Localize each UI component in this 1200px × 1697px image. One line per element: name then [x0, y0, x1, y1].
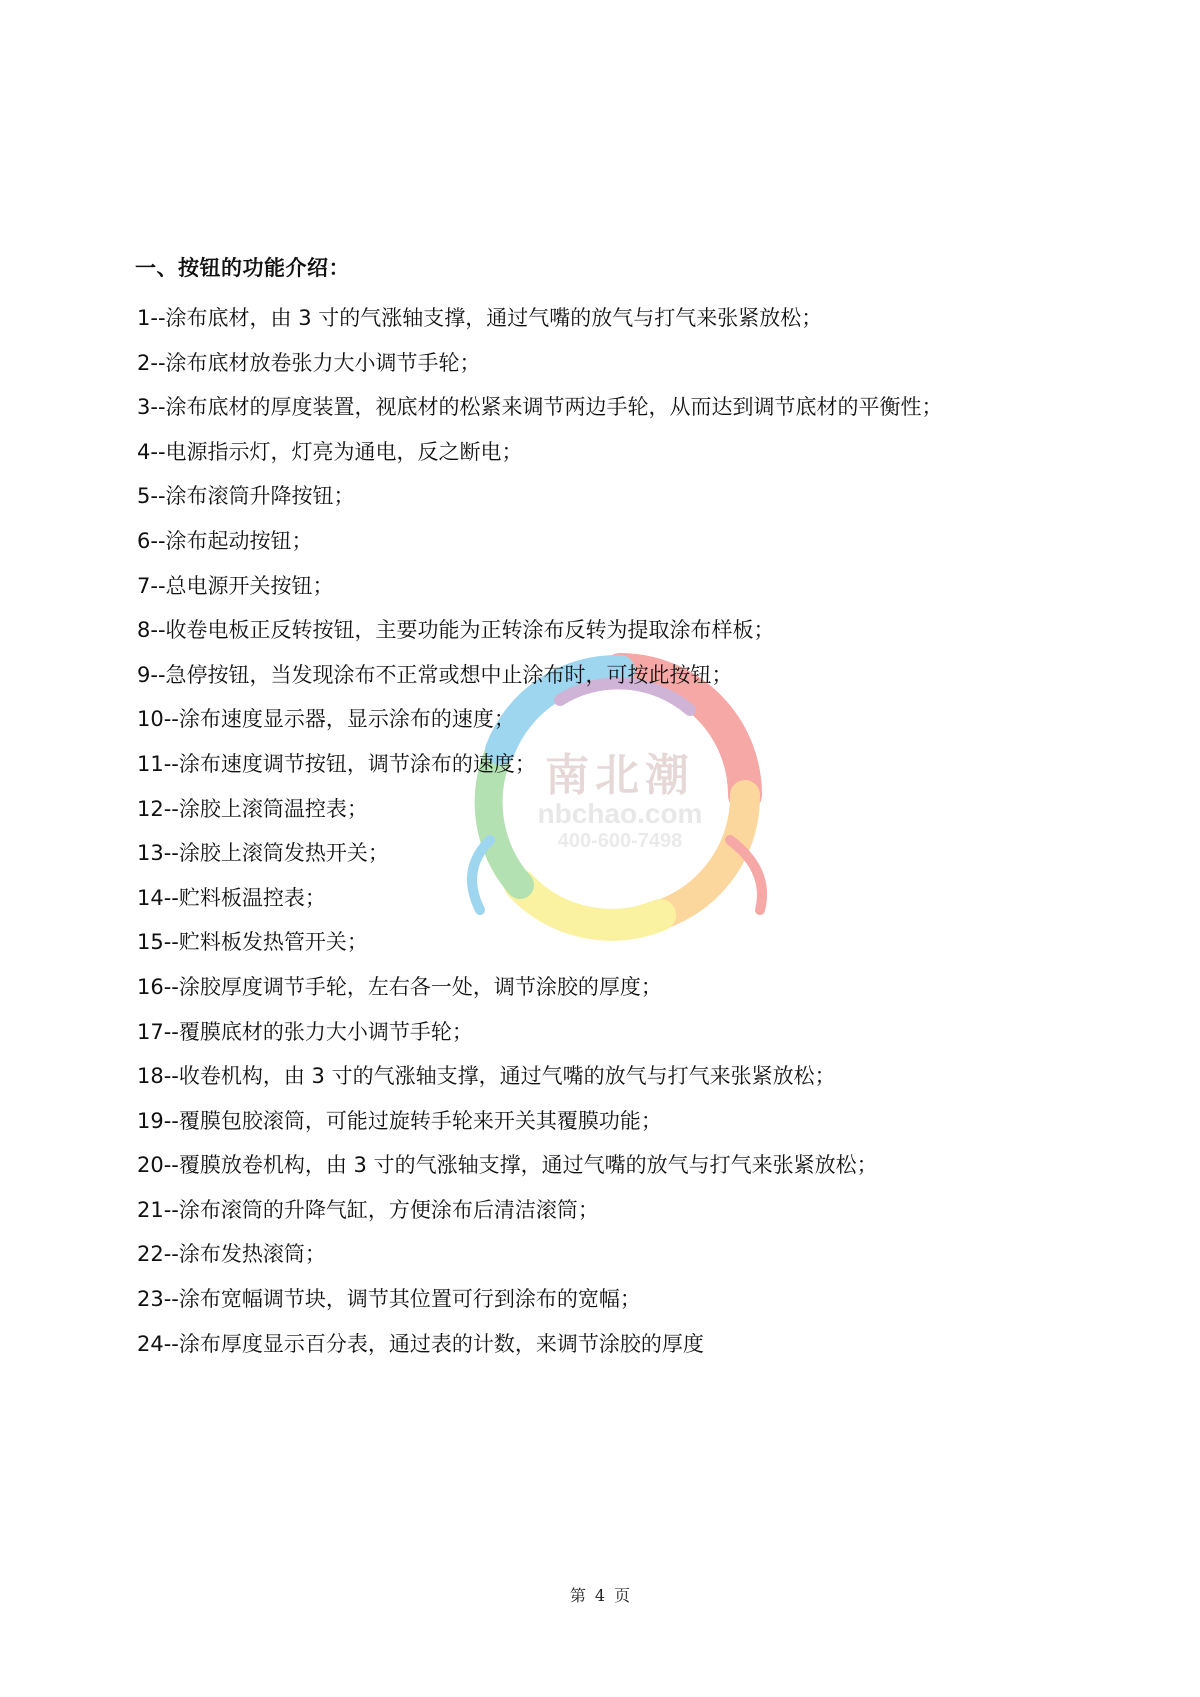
watermark-site-text: nbchao.com — [537, 798, 703, 829]
list-item: 5--涂布滚筒升降按钮； — [137, 484, 355, 509]
list-item: 6--涂布起动按钮； — [137, 528, 313, 553]
list-item: 21--涂布滚筒的升降气缸，方便涂布后清洁滚筒； — [137, 1197, 599, 1222]
list-item: 7--总电源开关按钮； — [137, 573, 334, 598]
list-item: 24--涂布厚度显示百分表，通过表的计数，来调节涂胶的厚度 — [137, 1331, 704, 1356]
list-item: 2--涂布底材放卷张力大小调节手轮； — [137, 350, 481, 375]
list-item: 22--涂布发热滚筒； — [137, 1242, 326, 1267]
list-item: 19--覆膜包胶滚筒，可能过旋转手轮来开关其覆膜功能； — [137, 1108, 662, 1133]
list-item: 15--贮料板发热管开关； — [137, 930, 368, 955]
page-number: 第 4 页 — [569, 1586, 631, 1605]
list-item: 4--电源指示灯，灯亮为通电，反之断电； — [137, 439, 523, 464]
watermark-phone-text: 400-600-7498 — [557, 830, 683, 852]
list-item: 8--收卷电板正反转按钮，主要功能为正转涂布反转为提取涂布样板； — [137, 618, 775, 643]
list-item: 11--涂布速度调节按钮，调节涂布的速度； — [137, 751, 536, 776]
list-item: 17--覆膜底材的张力大小调节手轮； — [137, 1019, 473, 1044]
list-item: 3--涂布底材的厚度装置，视底材的松紧来调节两边手轮，从而达到调节底材的平衡性； — [137, 395, 943, 420]
list-item: 14--贮料板温控表； — [137, 885, 326, 910]
list-item: 1--涂布底材，由 3 寸的气涨轴支撑，通过气嘴的放气与打气来张紧放松； — [137, 306, 823, 330]
list-item: 10--涂布速度显示器，显示涂布的速度； — [137, 707, 515, 732]
list-item: 23--涂布宽幅调节块，调节其位置可行到涂布的宽幅； — [137, 1287, 641, 1312]
list-item: 18--收卷机构，由 3 寸的气涨轴支撑，通过气嘴的放气与打气来张紧放松； — [137, 1064, 836, 1089]
list-item: 9--急停按钮，当发现涂布不正常或想中止涂布时，可按此按钮； — [137, 662, 733, 687]
list-item: 20--覆膜放卷机构，由 3 寸的气涨轴支撑，通过气嘴的放气与打气来张紧放松； — [137, 1153, 878, 1178]
section-heading: 一、按钮的功能介绍： — [135, 256, 350, 280]
list-item: 16--涂胶厚度调节手轮，左右各一处，调节涂胶的厚度； — [137, 974, 662, 999]
list-item: 13--涂胶上滚筒发热开关； — [137, 841, 389, 866]
watermark-brand-text: 南北潮 — [545, 750, 695, 801]
function-list — [137, 296, 943, 1366]
list-item: 12--涂胶上滚筒温控表； — [137, 796, 368, 821]
